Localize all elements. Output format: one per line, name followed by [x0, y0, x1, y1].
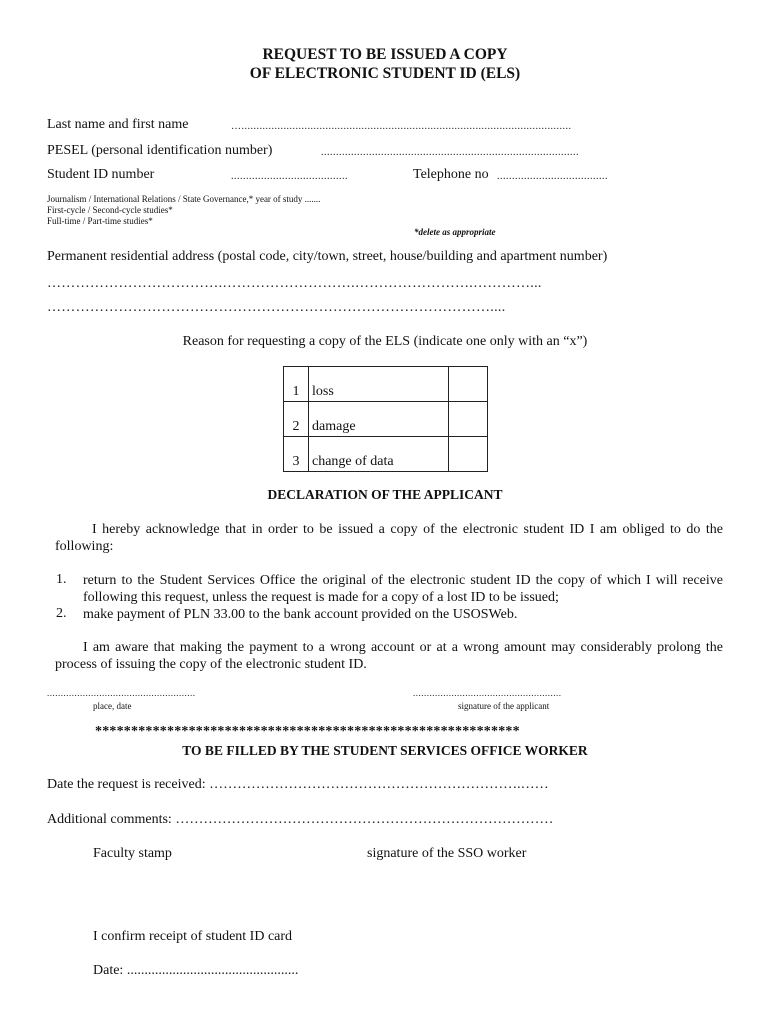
separator-stars: *********************************************************** [95, 724, 520, 739]
office-heading: TO BE FILLED BY THE STUDENT SERVICES OFFICE WORKER [182, 743, 588, 758]
reason-checkbox-change-of-data[interactable] [449, 437, 488, 472]
place-date-label: place, date [93, 701, 132, 711]
declaration-item1: return to the Student Services Office the original of the electronic student ID the copy of which I will receive following this request, unless the request is made for a copy of a lost ID to be issued; [83, 573, 723, 605]
reason-label: change of data [309, 437, 449, 472]
declaration-heading: DECLARATION OF THE APPLICANT [267, 487, 503, 502]
confirm-receipt-label: I confirm receipt of student ID card [93, 929, 293, 944]
applicant-signature-field[interactable]: ...................................................... [413, 688, 562, 698]
study-info-line1: Journalism / International Relations / State Governance,* year of study ....... [47, 194, 321, 204]
reason-prompt: Reason for requesting a copy of the ELS (indicate one only with an “x”) [182, 334, 588, 349]
address-line1[interactable]: ……………………………….……………………….…………………….…………... [47, 276, 542, 291]
name-field[interactable]: ….............................................................................................................. [231, 121, 572, 132]
place-date-field[interactable]: ...................................................... [47, 688, 196, 698]
study-info-line3: Full-time / Part-time studies* [47, 216, 153, 226]
telephone-field[interactable]: ..................................... [497, 171, 608, 182]
telephone-label: Telephone no [413, 167, 489, 182]
date-received-field[interactable]: Date the request is received: ………………………………………………………….…… [47, 777, 549, 792]
declaration-intro: I hereby acknowledge that in order to be issued a copy of the electronic student ID I am obliged to do the following: [55, 522, 723, 554]
sso-signature-label: signature of the SSO worker [367, 846, 527, 861]
address-line2[interactable]: ………………………………………………………………………………….... [47, 300, 506, 315]
reason-number: 3 [284, 437, 309, 472]
address-label: Permanent residential address (postal code, city/town, street, house/building and apartment number) [47, 249, 608, 264]
reason-checkbox-loss[interactable] [449, 367, 488, 402]
form-title-line1: REQUEST TO BE ISSUED A COPY [262, 46, 508, 63]
student-id-label: Student ID number [47, 167, 155, 182]
reason-checkbox-damage[interactable] [449, 402, 488, 437]
reason-number: 1 [284, 367, 309, 402]
name-label: Last name and first name [47, 117, 189, 132]
reason-label: damage [309, 402, 449, 437]
form-title-line2: OF ELECTRONIC STUDENT ID (ELS) [249, 65, 521, 82]
reason-row [284, 402, 488, 437]
reason-number: 2 [284, 402, 309, 437]
receipt-date-field[interactable]: Date: ................................................. [93, 963, 299, 978]
reason-label: loss [309, 367, 449, 402]
declaration-item2: make payment of PLN 33.00 to the bank account provided on the USOSWeb. [83, 607, 518, 622]
student-id-field[interactable]: ....................................... [231, 171, 348, 182]
reason-table [283, 366, 488, 472]
declaration-aware: I am aware that making the payment to a wrong account or at a wrong amount may considerably prolong the process of issuing the copy of the electronic student ID. [55, 640, 723, 672]
additional-comments-field[interactable]: Additional comments: ……………………………………………………………………… [47, 812, 554, 827]
pesel-field[interactable]: ...................................................................................... [321, 147, 579, 158]
study-info-line2: First-cycle / Second-cycle studies* [47, 205, 173, 215]
item1-number: 1. [56, 572, 67, 587]
pesel-label: PESEL (personal identification number) [47, 143, 273, 158]
delete-note: *delete as appropriate [414, 227, 496, 237]
applicant-signature-label: signature of the applicant [458, 701, 550, 711]
reason-row [284, 367, 488, 402]
faculty-stamp-label: Faculty stamp [93, 846, 172, 861]
reason-row [284, 437, 488, 472]
item2-number: 2. [56, 606, 67, 621]
